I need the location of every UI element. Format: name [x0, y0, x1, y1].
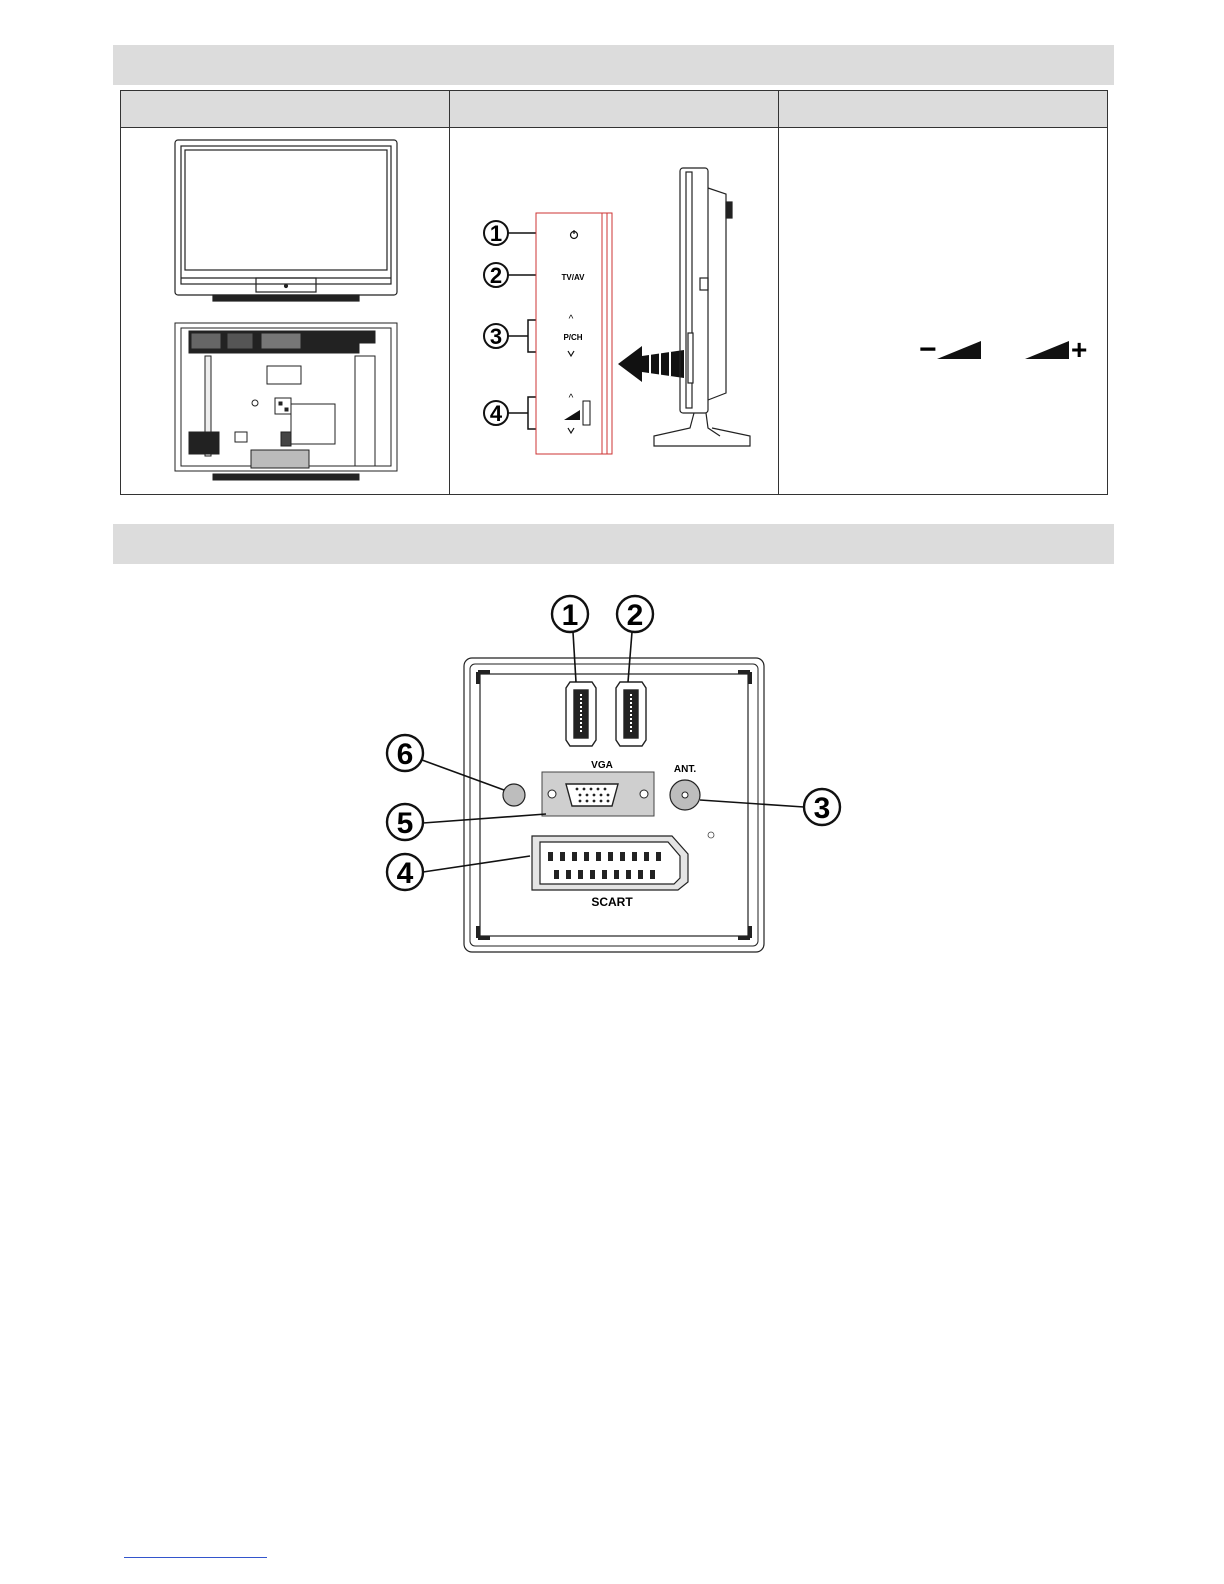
volume-up-ramp-icon: [1025, 341, 1069, 359]
table-header-row: [121, 91, 1107, 128]
callout-1: [484, 221, 538, 246]
scart-label: SCART: [591, 895, 633, 909]
scart-port[interactable]: [532, 836, 688, 890]
screw-hole-icon: [708, 832, 714, 838]
volume-minus-symbol: −: [919, 333, 937, 366]
svg-text:2: 2: [489, 263, 503, 288]
side-controls-illustration: [450, 128, 778, 496]
antenna-port[interactable]: [670, 780, 700, 810]
tv-views-cell: [121, 128, 449, 494]
vga-label: VGA: [591, 760, 613, 771]
svg-text:1: 1: [489, 221, 503, 246]
volume-cell: [779, 128, 1107, 494]
section-header-bar-controls: [113, 45, 1114, 85]
volume-plus-symbol: +: [1071, 334, 1088, 365]
svg-text:1: 1: [561, 599, 579, 632]
chevron-up-icon[interactable]: ^: [568, 314, 574, 325]
rear-callout-6: [387, 735, 504, 790]
svg-text:6: 6: [396, 738, 414, 771]
side-controls-cell: [450, 128, 778, 494]
tv-av-button-label[interactable]: TV/AV: [561, 273, 585, 282]
hdmi-port-2[interactable]: [616, 682, 646, 746]
svg-text:5: 5: [396, 807, 414, 840]
controls-table: [120, 90, 1108, 495]
vga-port[interactable]: [542, 772, 654, 816]
tv-side-profile: [654, 168, 750, 446]
footer-link-underline: [124, 1557, 267, 1558]
hdmi-port-1[interactable]: [566, 682, 596, 746]
tv-back-view: [175, 323, 397, 480]
rear-callout-4: [387, 854, 530, 890]
svg-text:3: 3: [489, 324, 503, 349]
rear-callout-1: [552, 596, 588, 682]
tv-front-back-illustration: [121, 128, 449, 496]
callout-2: [484, 263, 538, 288]
rear-callout-2: [617, 596, 653, 682]
tv-front-view: [175, 140, 397, 301]
volume-symbols: [779, 128, 1107, 496]
volume-down-ramp-icon: [937, 341, 981, 359]
ant-label: ANT.: [673, 764, 697, 775]
volume-up-chevron-icon[interactable]: ^: [568, 393, 574, 404]
svg-text:2: 2: [626, 599, 644, 632]
svg-text:3: 3: [813, 792, 831, 825]
pch-button-label: P/CH: [563, 333, 583, 342]
section-header-bar-connections: [113, 524, 1114, 564]
rear-callout-5: [387, 804, 546, 840]
svg-text:4: 4: [396, 857, 414, 890]
rear-connections-diagram: [380, 590, 850, 960]
arrow-left-icon: [618, 346, 684, 382]
svg-text:4: 4: [489, 401, 503, 426]
audio-jack-port[interactable]: [503, 784, 525, 806]
rear-callout-3: [700, 789, 840, 825]
